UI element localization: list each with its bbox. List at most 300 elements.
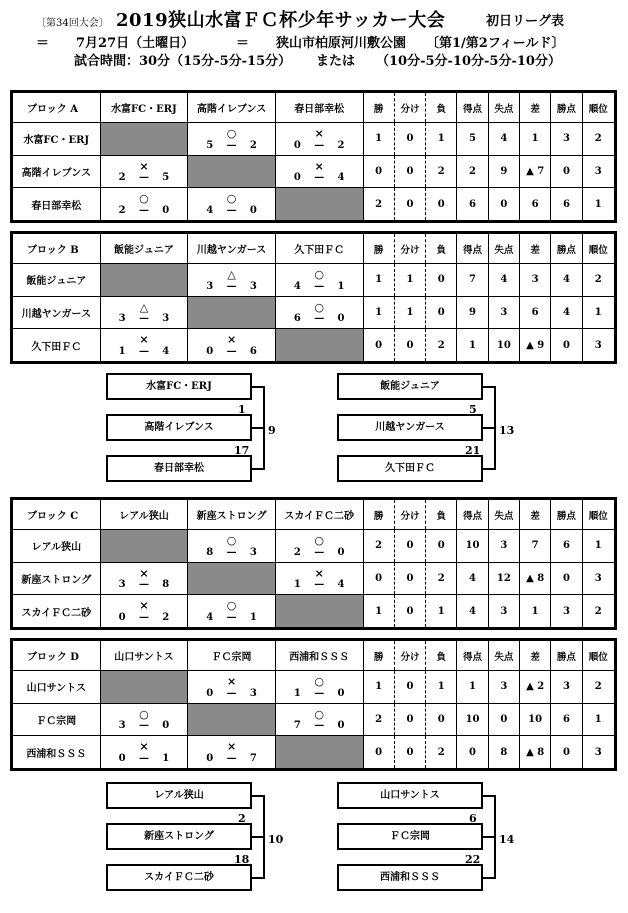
- stat-value: 0: [551, 562, 582, 595]
- stat-header: 勝: [363, 500, 394, 530]
- score-against: 0: [337, 720, 345, 732]
- stat-header: 失点: [488, 93, 519, 123]
- match-result-cell: [100, 562, 188, 595]
- stat-header: 分け: [394, 641, 425, 671]
- stat-header: 勝: [363, 93, 394, 123]
- stat-value: 0: [394, 123, 425, 156]
- stat-value: 3: [488, 296, 519, 329]
- stat-value: 1: [582, 530, 614, 563]
- result-mark: ○: [314, 300, 324, 314]
- stat-value: 0: [394, 562, 425, 595]
- score-for: 0: [206, 687, 214, 699]
- stat-value: 1: [582, 296, 614, 329]
- stat-value: 2: [363, 188, 394, 221]
- result-mark: ×: [314, 127, 324, 140]
- score-against: 2: [162, 612, 170, 623]
- stat-value: 2: [363, 703, 394, 736]
- stat-value: 3: [551, 595, 582, 628]
- score-against: 3: [249, 546, 257, 558]
- score-against: 0: [337, 313, 345, 325]
- table-row: [13, 123, 615, 156]
- stat-value: 3: [551, 671, 582, 704]
- score-for: 5: [206, 139, 214, 151]
- score-against: 3: [162, 313, 170, 325]
- match-result-cell: [188, 736, 276, 769]
- block-title: ブロック D: [13, 641, 101, 671]
- score-against: 3: [249, 280, 257, 292]
- bracket-team-box: ＦＣ宗岡: [337, 823, 483, 850]
- self-match-cell: [188, 703, 276, 736]
- stat-value: ▲ 9: [519, 329, 550, 362]
- stat-value: 1: [363, 595, 394, 628]
- stat-header: 負: [426, 234, 457, 264]
- score-against: 7: [249, 753, 257, 764]
- result-mark: ×: [139, 599, 149, 613]
- score-against: 2: [249, 139, 257, 151]
- score-dash: —: [226, 753, 237, 764]
- match-result-cell: [100, 155, 188, 188]
- score-dash: —: [314, 139, 325, 151]
- stat-value: 3: [551, 123, 582, 156]
- stat-value: 10: [457, 530, 488, 563]
- match-result-cell: [188, 188, 276, 221]
- block-table: [10, 231, 617, 364]
- match-result-cell: [275, 296, 363, 329]
- score-for: 4: [206, 612, 214, 623]
- column-team-name: 新座ストロング: [188, 500, 276, 530]
- event-venue: 狭山市柏原河川敷公園: [276, 36, 407, 51]
- score-dash: —: [226, 280, 237, 292]
- match-result-cell: [275, 703, 363, 736]
- column-team-name: 西浦和ＳＳＳ: [275, 641, 363, 671]
- stat-value: 0: [426, 264, 457, 297]
- stat-header: 失点: [488, 234, 519, 264]
- bracket-connector: [263, 795, 265, 879]
- date-prefix: ＝: [36, 36, 50, 51]
- stat-value: 0: [394, 155, 425, 188]
- score-for: 1: [293, 579, 301, 591]
- stat-value: 4: [488, 123, 519, 156]
- self-match-cell: [100, 264, 188, 297]
- stat-value: 6: [551, 703, 582, 736]
- stat-header: 勝点: [551, 93, 582, 123]
- score-dash: —: [314, 579, 325, 591]
- bracket-connector: [494, 386, 496, 470]
- bracket-team-box: レアル狭山: [106, 782, 252, 809]
- stat-value: 2: [426, 155, 457, 188]
- stat-value: 4: [551, 296, 582, 329]
- stat-value: 9: [488, 155, 519, 188]
- bracket-team-box: 春日部幸松: [106, 455, 252, 482]
- score-for: 7: [293, 720, 301, 732]
- bracket-team-box: スカイＦＣ二砂: [106, 864, 252, 891]
- stat-value: ▲ 7: [519, 155, 550, 188]
- result-mark: △: [139, 300, 149, 314]
- stat-value: 10: [488, 329, 519, 362]
- stat-value: 1: [394, 264, 425, 297]
- score-against: 0: [337, 546, 345, 558]
- result-mark: ○: [226, 192, 237, 206]
- block-table: [10, 497, 617, 630]
- stat-value: 7: [519, 530, 550, 563]
- score-for: 4: [206, 205, 214, 216]
- block-table: [10, 638, 617, 771]
- bracket-team-box: 高階イレブンス: [106, 414, 252, 441]
- match-result-cell: [100, 703, 188, 736]
- bracket-team-box: 新座ストロング: [106, 823, 252, 850]
- bracket-team-box: 山口サントス: [337, 782, 483, 809]
- stat-value: 0: [426, 703, 457, 736]
- stat-value: 2: [363, 530, 394, 563]
- stat-value: 0: [363, 562, 394, 595]
- score-for: 2: [118, 172, 126, 184]
- row-team-name: 西浦和ＳＳＳ: [13, 736, 101, 769]
- match-result-cell: [275, 155, 363, 188]
- stat-header: 勝: [363, 641, 394, 671]
- stat-value: 6: [457, 188, 488, 221]
- score-dash: —: [226, 139, 237, 151]
- stat-value: ▲ 2: [519, 671, 550, 704]
- stat-value: 1: [363, 296, 394, 329]
- bracket-team-box: 久下田ＦＣ: [337, 455, 483, 482]
- stat-value: 1: [457, 329, 488, 362]
- stat-value: 12: [488, 562, 519, 595]
- column-team-name: スカイＦＣ二砂: [275, 500, 363, 530]
- score-against: 0: [337, 687, 345, 699]
- block-title: ブロック C: [13, 500, 101, 530]
- stat-header: 負: [426, 93, 457, 123]
- stat-value: 2: [426, 329, 457, 362]
- column-team-name: 山口サントス: [100, 641, 188, 671]
- stat-value: 2: [582, 123, 614, 156]
- stat-value: 1: [457, 671, 488, 704]
- score-for: 4: [293, 280, 301, 292]
- match-time: 試合時間：30分（15分-5分-15分）: [74, 54, 292, 69]
- column-team-name: 久下田ＦＣ: [275, 234, 363, 264]
- score-dash: —: [138, 172, 149, 184]
- row-team-name: 飯能ジュニア: [13, 264, 101, 297]
- row-team-name: レアル狭山: [13, 530, 101, 563]
- stat-header: 順位: [582, 234, 614, 264]
- stat-header: 勝点: [551, 641, 582, 671]
- bracket-connector: [263, 386, 265, 470]
- match-result-cell: [275, 264, 363, 297]
- self-match-cell: [188, 296, 276, 329]
- match-result-cell: [100, 595, 188, 628]
- group-match-number: 10: [268, 833, 284, 846]
- table-row: [13, 562, 615, 595]
- group-match-number: 13: [499, 424, 515, 437]
- stat-value: 0: [551, 329, 582, 362]
- score-against: 5: [162, 172, 170, 184]
- result-mark: ○: [226, 599, 237, 613]
- self-match-cell: [100, 530, 188, 563]
- stat-header: 負: [426, 500, 457, 530]
- table-row: [13, 530, 615, 563]
- score-dash: —: [226, 612, 237, 623]
- match-number: 2: [238, 812, 246, 825]
- stat-value: 3: [582, 155, 614, 188]
- score-dash: —: [314, 546, 325, 558]
- score-against: 3: [249, 687, 257, 699]
- match-number: 5: [469, 403, 477, 416]
- result-mark: ○: [226, 534, 237, 547]
- header-line-2: [0, 30, 628, 50]
- stat-value: 6: [551, 530, 582, 563]
- stat-value: ▲ 8: [519, 736, 550, 769]
- score-for: 0: [293, 172, 301, 184]
- score-dash: —: [138, 346, 149, 357]
- stat-value: 4: [457, 562, 488, 595]
- stat-value: 0: [394, 530, 425, 563]
- score-dash: —: [138, 612, 149, 623]
- stat-value: 1: [394, 296, 425, 329]
- stat-header: 失点: [488, 641, 519, 671]
- result-mark: ×: [314, 159, 324, 173]
- header-line-3: [0, 48, 628, 68]
- score-for: 1: [118, 346, 126, 357]
- match-number: 6: [469, 812, 477, 825]
- block-title: ブロック B: [13, 234, 101, 264]
- stat-value: 0: [394, 671, 425, 704]
- self-match-cell: [275, 736, 363, 769]
- score-for: 3: [118, 313, 126, 325]
- self-match-cell: [275, 329, 363, 362]
- table-row: [13, 329, 615, 362]
- score-against: 1: [162, 753, 170, 764]
- stat-value: 1: [519, 123, 550, 156]
- result-mark: ○: [226, 127, 237, 140]
- result-mark: △: [227, 268, 236, 281]
- stat-value: 4: [457, 595, 488, 628]
- stat-value: 1: [582, 703, 614, 736]
- score-dash: —: [138, 205, 149, 216]
- score-dash: —: [314, 172, 325, 184]
- stat-value: 0: [551, 155, 582, 188]
- match-result-cell: [100, 736, 188, 769]
- result-mark: ×: [139, 333, 149, 347]
- stat-header: 得点: [457, 500, 488, 530]
- stat-value: 6: [551, 188, 582, 221]
- stat-value: 4: [488, 264, 519, 297]
- stat-header: 得点: [457, 93, 488, 123]
- match-result-cell: [188, 123, 276, 156]
- score-dash: —: [138, 579, 149, 591]
- stat-value: 2: [582, 264, 614, 297]
- score-for: 3: [118, 720, 126, 732]
- score-for: 2: [118, 205, 126, 216]
- page-subtitle: 初日リーグ表: [486, 14, 565, 29]
- score-dash: —: [314, 280, 325, 292]
- score-for: 0: [293, 139, 301, 151]
- match-result-cell: [188, 264, 276, 297]
- stat-value: 1: [519, 595, 550, 628]
- result-mark: ×: [139, 566, 149, 580]
- result-mark: ○: [139, 192, 149, 206]
- score-for: 8: [206, 546, 214, 558]
- row-team-name: 山口サントス: [13, 671, 101, 704]
- table-row: [13, 703, 615, 736]
- score-dash: —: [226, 346, 237, 357]
- score-against: 0: [162, 720, 170, 732]
- row-team-name: ＦＣ宗岡: [13, 703, 101, 736]
- row-team-name: スカイＦＣ二砂: [13, 595, 101, 628]
- header-line-1: [0, 8, 628, 31]
- stat-value: 0: [363, 329, 394, 362]
- match-result-cell: [275, 530, 363, 563]
- match-result-cell: [100, 296, 188, 329]
- result-mark: ○: [314, 675, 324, 688]
- bracket-team-box: 水富FC・ERJ: [106, 373, 252, 400]
- stat-value: 2: [426, 562, 457, 595]
- score-for: 0: [206, 753, 214, 764]
- table-row: [13, 188, 615, 221]
- stat-value: 2: [582, 595, 614, 628]
- stat-header: 勝点: [551, 234, 582, 264]
- bracket-team-box: 西浦和ＳＳＳ: [337, 864, 483, 891]
- score-for: 3: [206, 280, 214, 292]
- row-team-name: 川越ヤンガース: [13, 296, 101, 329]
- result-mark: ×: [139, 159, 149, 173]
- column-team-name: 水富FC・ERJ: [100, 93, 188, 123]
- score-dash: —: [138, 313, 149, 325]
- block-title: ブロック A: [13, 93, 101, 123]
- stat-value: 1: [426, 671, 457, 704]
- result-mark: ○: [314, 268, 324, 281]
- stat-value: 0: [394, 329, 425, 362]
- block-table: [10, 90, 617, 223]
- table-row: [13, 155, 615, 188]
- stat-header: 差: [519, 641, 550, 671]
- bracket-connector: [494, 795, 496, 879]
- stat-header: 差: [519, 500, 550, 530]
- match-result-cell: [188, 595, 276, 628]
- stat-value: 1: [582, 188, 614, 221]
- stat-value: 8: [488, 736, 519, 769]
- score-dash: —: [138, 753, 149, 764]
- table-row: [13, 736, 615, 769]
- column-team-name: 高階イレブンス: [188, 93, 276, 123]
- score-against: 4: [337, 172, 345, 184]
- stat-value: 0: [394, 703, 425, 736]
- result-mark: ×: [139, 740, 149, 754]
- stat-value: 7: [457, 264, 488, 297]
- self-match-cell: [100, 671, 188, 704]
- stat-value: 0: [551, 736, 582, 769]
- stat-header: 順位: [582, 500, 614, 530]
- stat-value: 2: [582, 671, 614, 704]
- score-for: 1: [293, 687, 301, 699]
- score-against: 0: [162, 205, 170, 216]
- result-mark: ×: [226, 333, 237, 347]
- stat-header: 順位: [582, 641, 614, 671]
- stat-value: 4: [551, 264, 582, 297]
- stat-header: 差: [519, 234, 550, 264]
- row-team-name: 高階イレブンス: [13, 155, 101, 188]
- column-team-name: 川越ヤンガース: [188, 234, 276, 264]
- stat-value: 0: [363, 736, 394, 769]
- self-match-cell: [188, 155, 276, 188]
- bracket-team-box: 飯能ジュニア: [337, 373, 483, 400]
- stat-header: 分け: [394, 93, 425, 123]
- stat-value: 0: [457, 736, 488, 769]
- column-team-name: レアル狭山: [100, 500, 188, 530]
- match-result-cell: [188, 671, 276, 704]
- stat-header: 得点: [457, 641, 488, 671]
- stat-header: 失点: [488, 500, 519, 530]
- or-text: または: [316, 54, 356, 69]
- stat-value: 3: [519, 264, 550, 297]
- event-date: 7月27日（土曜日）: [76, 36, 195, 51]
- self-match-cell: [188, 562, 276, 595]
- stat-value: ▲ 8: [519, 562, 550, 595]
- stat-value: 0: [426, 188, 457, 221]
- stat-value: 2: [457, 155, 488, 188]
- stat-value: 5: [457, 123, 488, 156]
- table-row: [13, 671, 615, 704]
- stat-value: 0: [363, 155, 394, 188]
- stat-value: 1: [363, 671, 394, 704]
- self-match-cell: [100, 123, 188, 156]
- score-dash: —: [314, 313, 325, 325]
- stat-header: 分け: [394, 500, 425, 530]
- score-against: 4: [337, 579, 345, 591]
- stat-value: 0: [394, 736, 425, 769]
- stat-value: 1: [426, 595, 457, 628]
- stat-header: 勝点: [551, 500, 582, 530]
- score-for: 3: [118, 579, 126, 591]
- score-dash: —: [226, 546, 237, 558]
- stat-header: 差: [519, 93, 550, 123]
- match-result-cell: [275, 562, 363, 595]
- column-team-name: 春日部幸松: [275, 93, 363, 123]
- table-row: [13, 595, 615, 628]
- score-against: 1: [249, 612, 257, 623]
- stat-value: 0: [426, 296, 457, 329]
- stat-header: 分け: [394, 234, 425, 264]
- row-team-name: 水富FC・ERJ: [13, 123, 101, 156]
- group-match-number: 9: [268, 424, 276, 437]
- score-for: 6: [293, 313, 301, 325]
- score-for: 0: [118, 753, 126, 764]
- stat-value: 3: [488, 530, 519, 563]
- match-number: 18: [234, 853, 250, 866]
- stat-value: 3: [488, 595, 519, 628]
- score-against: 4: [162, 346, 170, 357]
- stat-value: 10: [519, 703, 550, 736]
- row-team-name: 新座ストロング: [13, 562, 101, 595]
- stat-header: 順位: [582, 93, 614, 123]
- column-team-name: ＦＣ宗岡: [188, 641, 276, 671]
- match-number: 22: [465, 853, 481, 866]
- stat-value: 10: [457, 703, 488, 736]
- match-result-cell: [100, 188, 188, 221]
- match-result-cell: [188, 530, 276, 563]
- score-against: 1: [337, 280, 345, 292]
- result-mark: ×: [314, 566, 324, 580]
- stat-value: 0: [488, 188, 519, 221]
- stat-value: 3: [582, 329, 614, 362]
- column-team-name: 飯能ジュニア: [100, 234, 188, 264]
- result-mark: ×: [226, 740, 237, 754]
- match-number: 21: [465, 444, 481, 457]
- stat-value: 3: [582, 562, 614, 595]
- score-for: 2: [293, 546, 301, 558]
- result-mark: ○: [139, 707, 149, 721]
- score-against: 6: [249, 346, 257, 357]
- score-against: 0: [249, 205, 257, 216]
- stat-value: 6: [519, 188, 550, 221]
